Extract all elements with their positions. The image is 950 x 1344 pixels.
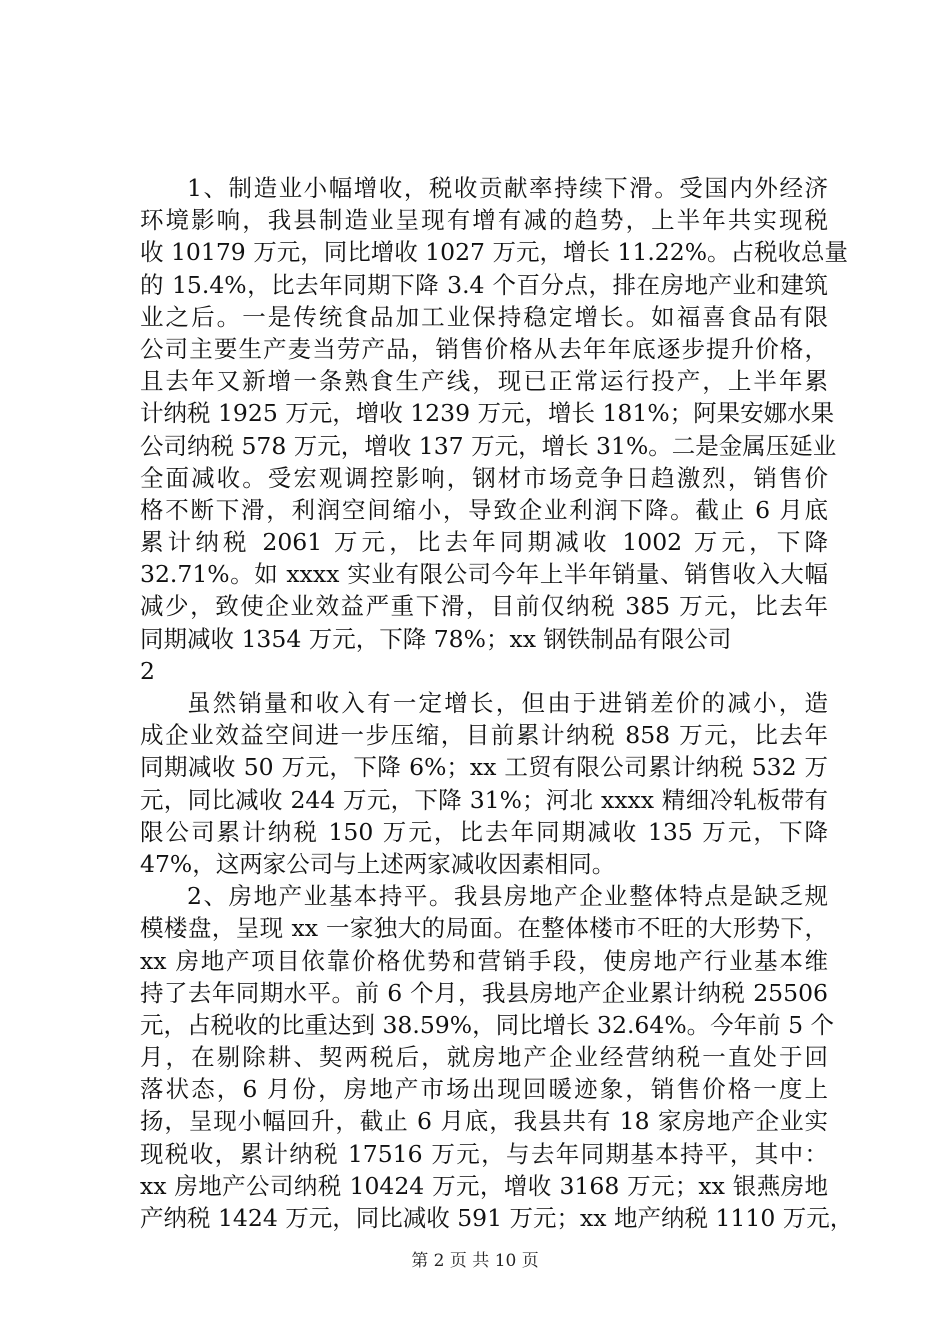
- page-footer: 第 2 页 共 10 页: [411, 1251, 539, 1271]
- paragraph-line: 产纳税 1424 万元，同比减收 591 万元；xx 地产纳税 1110 万元，: [140, 1204, 854, 1232]
- paragraph-line: 限公司累计纳税 150 万元，比去年同期减收 135 万元，下降: [140, 817, 828, 846]
- paragraph-line: 元，同比减收 244 万元，下降 31%；河北 xxxx 精细冷轧板带有: [140, 785, 828, 814]
- paragraph-line: 32.71%。如 xxxx 实业有限公司今年上半年销量、销售收入大幅: [140, 560, 828, 589]
- paragraph-line: 的 15.4%，比去年同期下降 3.4 个百分点，排在房地产业和建筑: [140, 270, 828, 299]
- paragraph-line: 落状态，6 月份，房地产市场出现回暖迹象，销售价格一度上: [140, 1075, 828, 1104]
- paragraph-line: 虽然销量和收入有一定增长，但由于进销差价的减小，造: [187, 689, 828, 717]
- paragraph-line: 现税收，累计纳税 17516 万元，与去年同期基本持平，其中：: [140, 1139, 828, 1168]
- paragraph-line: 模楼盘，呈现 xx 一家独大的局面。在整体楼市不旺的大形势下，: [140, 914, 828, 943]
- paragraph-line: 月，在剔除耕、契两税后，就房地产企业经营纳税一直处于回: [140, 1043, 828, 1072]
- paragraph-line: 减少，致使企业效益严重下滑，目前仅纳税 385 万元，比去年: [140, 592, 828, 621]
- paragraph-line: 成企业效益空间进一步压缩，目前累计纳税 858 万元，比去年: [140, 721, 828, 750]
- paragraph-line: 同期减收 1354 万元，下降 78%；xx 钢铁制品有限公司: [140, 624, 732, 653]
- paragraph-line: 累计纳税 2061 万元，比去年同期减收 1002 万元，下降: [140, 528, 828, 557]
- paragraph-line: 且去年又新增一条熟食生产线，现已正常运行投产，上半年累: [140, 367, 828, 396]
- paragraph-line: 47%，这两家公司与上述两家减收因素相同。: [140, 849, 616, 878]
- paragraph-line: 全面减收。受宏观调控影响，钢材市场竞争日趋激烈，销售价: [140, 463, 828, 492]
- inline-page-number: 2: [140, 656, 155, 685]
- paragraph-line: 持了去年同期水平。前 6 个月，我县房地产企业累计纳税 25506: [140, 978, 828, 1007]
- paragraph-line: 格不断下滑，利润空间缩小，导致企业利润下降。截止 6 月底: [140, 495, 828, 524]
- paragraph-line: 2、房地产业基本持平。我县房地产企业整体特点是缺乏规: [187, 882, 828, 911]
- paragraph-line: 元，占税收的比重达到 38.59%，同比增长 32.64%。今年前 5 个: [140, 1010, 835, 1039]
- paragraph-line: 公司纳税 578 万元，增收 137 万元，增长 31%。二是金属压延业: [140, 431, 837, 460]
- paragraph-line: 扬，呈现小幅回升，截止 6 月底，我县共有 18 家房地产企业实: [140, 1107, 828, 1136]
- paragraph-line: 业之后。一是传统食品加工业保持稳定增长。如福喜食品有限: [140, 302, 828, 331]
- paragraph-line: 1、制造业小幅增收，税收贡献率持续下滑。受国内外经济: [187, 174, 828, 202]
- document-body: [140, 172, 854, 1234]
- paragraph-line: 同期减收 50 万元，下降 6%；xx 工贸有限公司累计纳税 532 万: [140, 753, 828, 782]
- paragraph-line: xx 房地产项目依靠价格优势和营销手段，使房地产行业基本维: [140, 946, 828, 975]
- paragraph-line: 计纳税 1925 万元，增收 1239 万元，增长 181%；阿果安娜水果: [140, 399, 835, 428]
- paragraph-line: 环境影响，我县制造业呈现有增有减的趋势，上半年共实现税: [140, 206, 828, 235]
- paragraph-line: 收 10179 万元，同比增收 1027 万元，增长 11.22%。占税收总量: [140, 238, 849, 267]
- paragraph-line: xx 房地产公司纳税 10424 万元，增收 3168 万元；xx 银燕房地: [140, 1171, 828, 1200]
- paragraph-line: 公司主要生产麦当劳产品，销售价格从去年年底逐步提升价格，: [140, 334, 828, 363]
